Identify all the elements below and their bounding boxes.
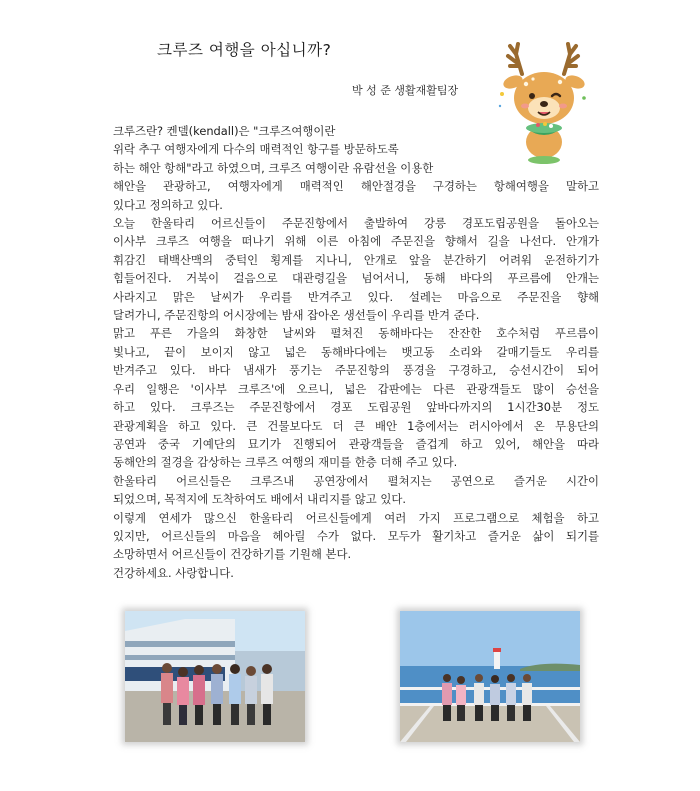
group-photo-at-port: [125, 611, 305, 742]
group-photo-on-deck: [400, 611, 580, 742]
article-title: 크루즈 여행을 아십니까?: [157, 41, 332, 59]
body-line: 공연과 중국 기예단의 묘기가 진행되어 관광객들을 즐겁게 하고 있어, 해안을 따라: [113, 436, 599, 451]
body-line: 이렇게 연세가 많으신 한울타리 어르신들에게 여러 가지 프로그램으로 체험을 하고: [113, 510, 599, 525]
body-line: 소망하면서 어르신들이 건강하기를 기원해 본다.: [113, 547, 352, 562]
body-line: 달려가니, 주문진항의 어시장에는 밤새 잡아온 생선들이 우리를 반겨 준다.: [113, 308, 480, 323]
article-byline: 박 성 준 생활재활팀장: [352, 84, 459, 97]
body-line: 하고 있다. 크루즈는 주문진항에서 경포 도립공원 앞바다까지의 1시간30분 정도: [113, 400, 599, 415]
body-line: 하는 해안 항해"라고 하였으며, 크루즈 여행이란 유람선을 이용한: [113, 160, 434, 175]
body-line: 크루즈란? 켄델(kendall)은 "크루즈여행이란: [113, 124, 336, 138]
body-line: 있다고 정의하고 있다.: [113, 197, 223, 212]
body-line: 오늘 한울타리 어르신들이 주문진항에서 출발하여 강릉 경포도립공원을 돌아오는: [113, 216, 599, 231]
body-line: 맑고 푸른 가을의 화창한 날씨와 펼쳐진 동해바다는 잔잔한 호수처럼 푸르름이: [113, 326, 599, 341]
body-line: 있지만, 어르신들의 마음을 헤아릴 수가 없다. 모두가 활기차고 즐거운 삶이 되기를: [113, 528, 599, 543]
body-line: 되었으며, 목적지에 도착하여도 배에서 내리지를 않고 있다.: [113, 492, 407, 507]
body-line: 해안을 관광하고, 여행자에게 매력적인 해안절경을 구경하는 항해여행을 말하고: [113, 179, 599, 194]
article-body: [113, 122, 599, 582]
body-line: 관광계획을 하고 있다. 큰 건물보다도 더 큰 배안 1층에서는 러시아에서 온 무용단의: [113, 418, 599, 433]
body-line: 힘들어진다. 거북이 걸음으로 대관령길을 넘어서니, 동해 바다의 푸르름에 안개는: [113, 271, 599, 286]
body-line: 빛나고, 끝이 보이지 않고 넓은 동해바다에는 뱃고동 소리와 갈매기들도 우리를: [113, 344, 599, 359]
body-line: 한울타리 어르신들은 크루즈내 공연장에서 펼쳐지는 공연으로 즐거운 시간이: [113, 473, 599, 488]
body-line: 이사부 크루즈 여행을 떠나기 위해 이른 아침에 주문진을 향해서 길을 나선다. 안개가: [113, 234, 599, 249]
body-line: 사라지고 맑은 날씨가 우리를 반겨주고 있다. 설레는 마음으로 주문진을 향해: [113, 289, 599, 304]
body-line: 동해안의 절경을 감상하는 크루즈 여행의 재미를 한층 더해 주고 있다.: [113, 455, 458, 470]
body-line: 휘감긴 태백산맥의 중턱인 횡계를 지나니, 안개로 앞을 분간하기 어려워 운전하기가: [113, 252, 599, 267]
body-line: 건강하세요. 사랑합니다.: [113, 565, 234, 580]
body-line: 위락 추구 여행자에게 다수의 매력적인 항구를 방문하도록: [113, 142, 399, 157]
body-line: 우리 일행은 '이사부 크루즈'에 오르니, 넓은 갑판에는 다른 관광객들도 많이 승선을: [113, 381, 599, 396]
body-line: 반겨주고 있다. 바다 냄새가 풍기는 주문진항의 풍경을 구경하고, 승선시간이 되어: [113, 363, 599, 378]
